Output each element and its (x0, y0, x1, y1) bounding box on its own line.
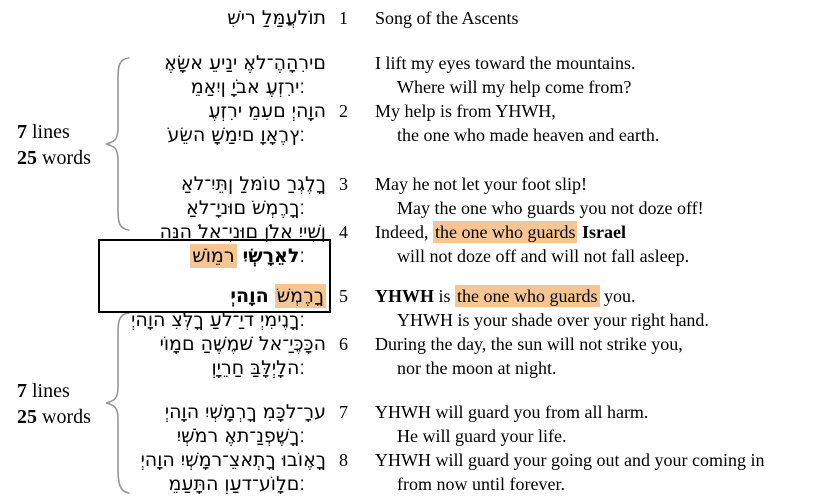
verse-number (326, 424, 375, 448)
english-line (375, 196, 825, 220)
text: ׃ (299, 245, 305, 267)
verse-row (0, 284, 825, 308)
verse-row (0, 356, 825, 380)
english-line (375, 308, 825, 332)
english-line (375, 448, 825, 472)
verse-number (326, 75, 375, 99)
word-count: 25 words (17, 147, 91, 169)
verse-row (0, 472, 825, 496)
verse-number (326, 356, 375, 380)
highlighted-text: the one who guards (434, 222, 576, 242)
verse-number (326, 244, 375, 268)
hebrew-line (0, 424, 326, 448)
english-line (375, 99, 825, 123)
hebrew-line (0, 472, 326, 496)
english-line (375, 424, 825, 448)
verse-number (326, 196, 375, 220)
english-line (375, 400, 825, 424)
bold-text: יְהוָה (230, 285, 269, 307)
english-line (375, 284, 825, 308)
hebrew-line (0, 196, 326, 220)
text: YHWH will guard your going out and your coming in (375, 450, 765, 470)
text: May the one who guards you not doze off! (397, 198, 704, 218)
text: from now until forever. (397, 474, 565, 494)
bold-text: Israel (581, 222, 626, 242)
verse-row (0, 220, 825, 244)
verse-number (326, 51, 375, 75)
highlighted-text: the one who guards (457, 286, 598, 306)
verse-row (0, 400, 825, 424)
hebrew-line (0, 172, 326, 196)
psalm-text (0, 6, 825, 496)
verse-number: 8 (339, 450, 348, 470)
text: Song of the Ascents (375, 8, 519, 28)
english-line (375, 51, 825, 75)
verse-row (0, 172, 825, 196)
bold-text: יִשְׂרָאֵל (242, 245, 300, 267)
english-line (375, 332, 825, 356)
text: nor the moon at night. (397, 358, 557, 378)
english-line (375, 123, 825, 147)
text (269, 285, 275, 307)
text: מֵעַתָּה וְעַד־עוֹלָם׃ (168, 473, 305, 495)
verse-number: 4 (339, 222, 348, 242)
hebrew-line (0, 99, 326, 123)
verse-row (0, 99, 825, 123)
verse-row (0, 196, 825, 220)
hebrew-line (0, 284, 326, 308)
english-line (375, 356, 825, 380)
verse-row (0, 448, 825, 472)
highlighted-text: שׁוֹמֵר (192, 245, 235, 267)
text: שִׁיר לַמַּעֲלוֹת (227, 7, 326, 29)
text: יוֹמָם הַשֶּׁמֶשׁ לֹא־יַכֶּכָּה (159, 333, 326, 355)
text: the one who made heaven and earth. (397, 125, 660, 145)
text: you. (599, 286, 636, 306)
hebrew-line (0, 400, 326, 424)
hebrew-line (0, 332, 326, 356)
text: וְיָרֵחַ בַּלָּיְלָה׃ (211, 357, 305, 379)
text: May he not let your foot slip! (375, 174, 587, 194)
text: אַל־יִתֵּן לַמּוֹט רַגְלֶךָ (180, 173, 326, 195)
text: will not doze off and will not fall asleep. (397, 246, 690, 266)
verse-row (0, 244, 825, 268)
text: יְהוָה צִלְּךָ עַל־יַד יְמִינֶךָ׃ (131, 309, 305, 331)
verse-number: 6 (339, 334, 348, 354)
word-count: 25 words (17, 406, 91, 428)
verse-row (0, 308, 825, 332)
text: עֶזְרִי מֵעִם יְהוָה (208, 100, 326, 122)
text: הִנֵּה לֹא־יָנוּם וְלֹא יִישָׁן (159, 221, 326, 243)
verse-number: 7 (339, 402, 348, 422)
hebrew-line (0, 356, 326, 380)
text: מֵאַיִן יָבֹא עֶזְרִי׃ (190, 76, 305, 98)
text: is (434, 286, 456, 306)
english-line (375, 172, 825, 196)
text: יְהוָה יִשְׁמָרְךָ מִכָּל־רָע (164, 401, 326, 423)
text: אַל־יָנוּם שֹׁמְרֶךָ׃ (186, 197, 305, 219)
verse-number: 1 (339, 8, 348, 28)
text: יִשְׁמֹר אֶת־נַפְשֶׁךָ׃ (176, 425, 305, 447)
english-line (375, 472, 825, 496)
text: Where will my help come from? (397, 77, 632, 97)
line-count: 7 lines (17, 380, 70, 402)
english-line (375, 6, 825, 30)
verse-row (0, 6, 825, 30)
verse-row (0, 75, 825, 99)
hebrew-line (0, 308, 326, 332)
hebrew-line (0, 6, 326, 30)
hebrew-line (0, 448, 326, 472)
hebrew-line (0, 123, 326, 147)
verse-row (0, 123, 825, 147)
verse-number (326, 472, 375, 496)
hebrew-line (0, 75, 326, 99)
text: עֹשֵׂה שָׁמַיִם וָאָרֶץ׃ (167, 124, 305, 146)
hebrew-line (0, 220, 326, 244)
verse-number: 2 (339, 101, 348, 121)
english-line (375, 244, 825, 268)
english-line (375, 220, 825, 244)
verse-number: 5 (339, 286, 348, 306)
text: I lift my eyes toward the mountains. (375, 53, 636, 73)
text: YHWH will guard you from all harm. (375, 402, 649, 422)
text: He will guard your life. (397, 426, 567, 446)
verse-number (326, 308, 375, 332)
verse-number (326, 123, 375, 147)
text: אֶשָּׂא עֵינַי אֶל־הֶהָרִים (164, 52, 326, 74)
text: YHWH is your shade over your right hand. (397, 310, 709, 330)
text: My help is from YHWH, (375, 101, 556, 121)
verse-row (0, 332, 825, 356)
highlighted-text: שֹׁמְרֶךָ (276, 285, 324, 307)
english-line (375, 75, 825, 99)
verse-row (0, 424, 825, 448)
text: יְהוָה יִשְׁמָר־צֵאתְךָ וּבוֹאֶךָ (140, 449, 326, 471)
verse-row (0, 51, 825, 75)
bold-text: YHWH (375, 286, 435, 306)
hebrew-line (0, 51, 326, 75)
hebrew-line (0, 244, 326, 268)
text: During the day, the sun will not strike you, (375, 334, 683, 354)
verse-number: 3 (339, 174, 348, 194)
line-count: 7 lines (17, 121, 70, 143)
text: Indeed, (375, 222, 433, 242)
